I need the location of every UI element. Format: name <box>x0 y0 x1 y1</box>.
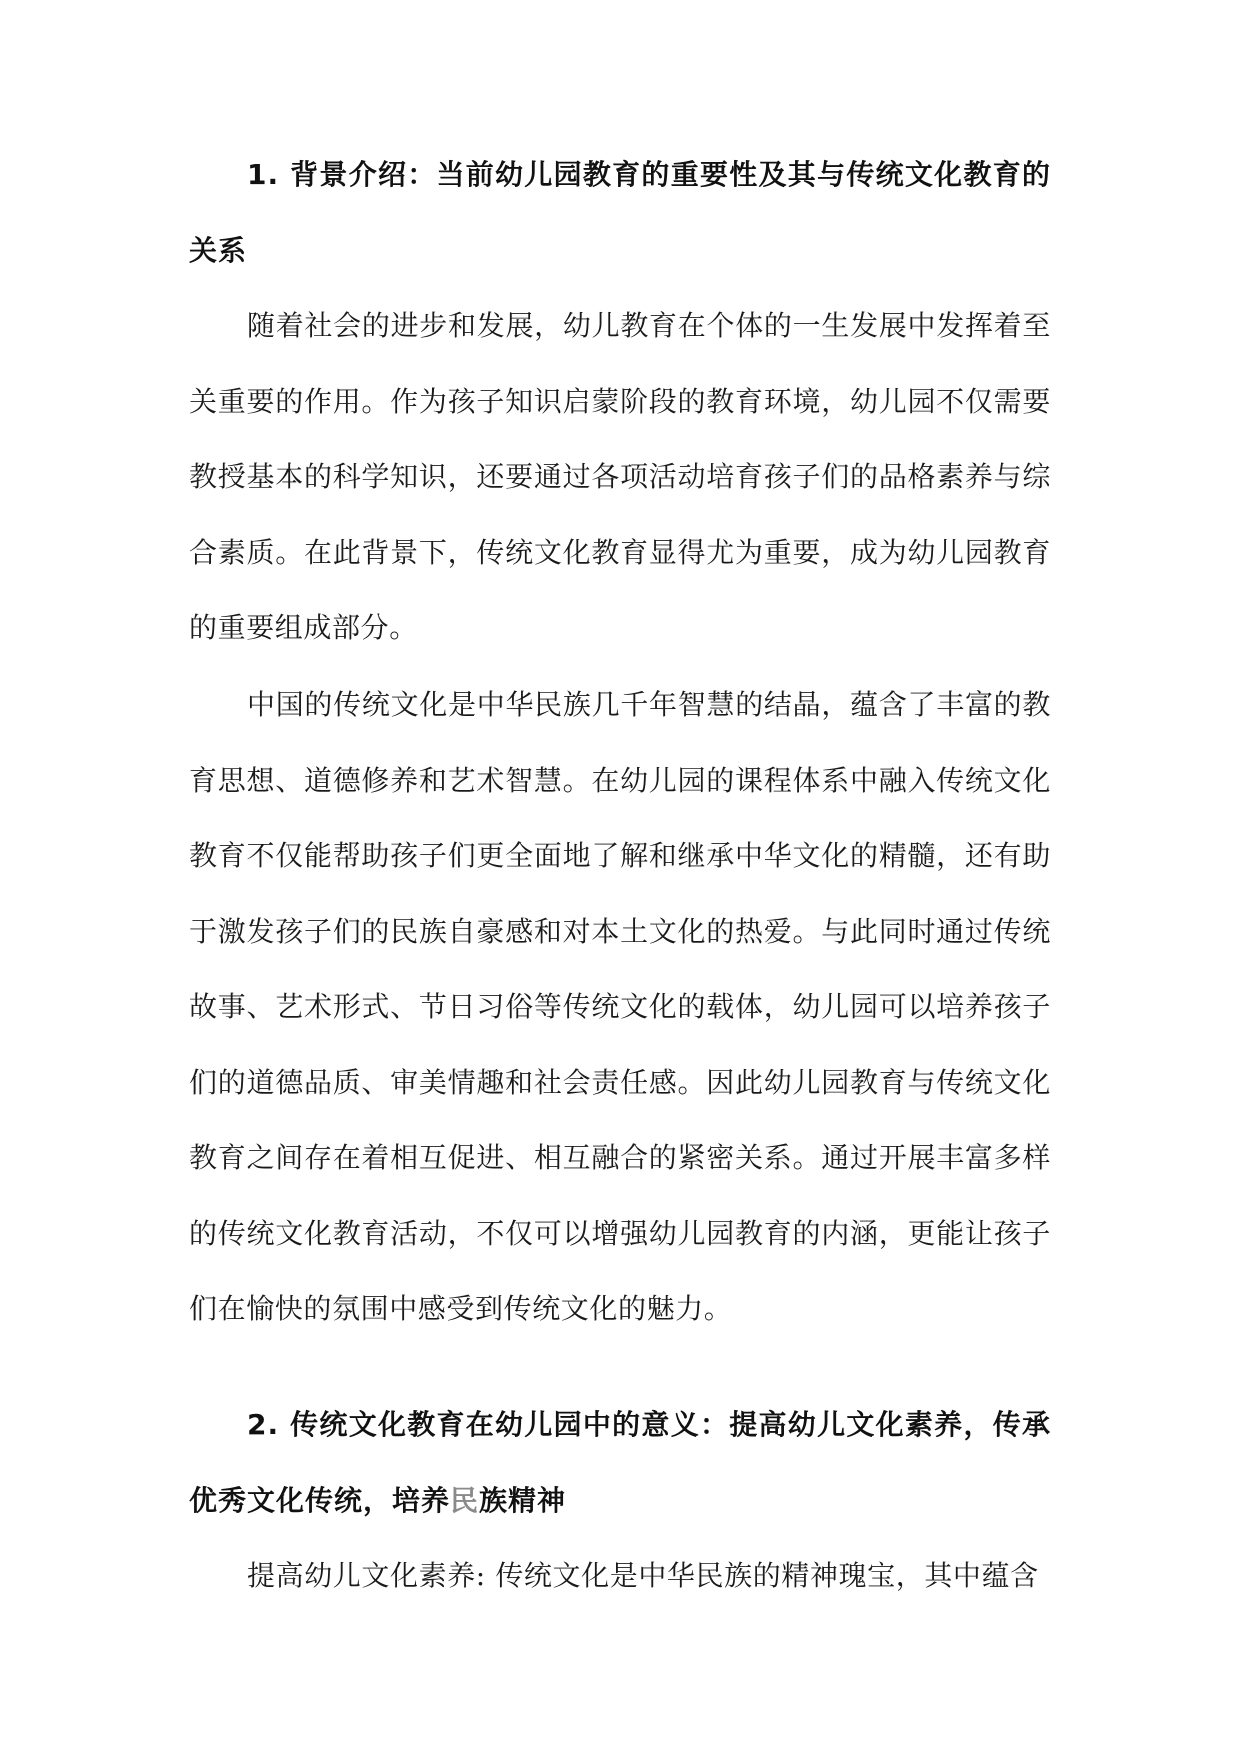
section-1-heading: 1. 背景介绍：当前幼儿园教育的重要性及其与传统文化教育的关系 <box>189 158 1051 267</box>
section-2-heading-part-1: 2. 传统文化教育在幼儿园中的意义：提高幼儿文化素养，传承优秀文化传统，培养 <box>189 1408 1051 1517</box>
section-1-paragraph-1: 随着社会的进步和发展，幼儿教育在个体的一生发展中发挥着至关重要的作用。作为孩子知识启蒙阶段的教育环境，幼儿园不仅需要教授基本的科学知识，还要通过各项活动培育孩子们的品格素养与综合素质。在此背景下，传统文化教育显得尤为重要，成为幼儿园教育的重要组成部分。 <box>189 309 1051 644</box>
section-1-paragraph-2: 中国的传统文化是中华民族几千年智慧的结晶，蕴含了丰富的教育思想、道德修养和艺术智慧。在幼儿园的课程体系中融入传统文化教育不仅能帮助孩子们更全面地了解和继承中华文化的精髓，还有助于激发孩子们的民族自豪感和对本土文化的热爱。与此同时通过传统故事、艺术形式、节日习俗等传统文化的载体，幼儿园可以培养孩子们的道德品质、审美情趣和社会责任感。因此幼儿园教育与传统文化教育之间存在着相互促进、相互融合的紧密关系。通过开展丰富多样的传统文化教育活动，不仅可以增强幼儿园教育的内涵，更能让孩子们在愉快的氛围中感受到传统文化的魅力。 <box>189 688 1051 1325</box>
section-2-paragraph-1: 提高幼儿文化素养: 传统文化是中华民族的精神瑰宝，其中蕴含 <box>247 1559 1039 1592</box>
section-2-heading <box>189 1387 1051 1538</box>
section-2-heading-part-2: 族精神 <box>479 1483 567 1517</box>
section-2-heading-gray-char: 民 <box>450 1483 480 1517</box>
